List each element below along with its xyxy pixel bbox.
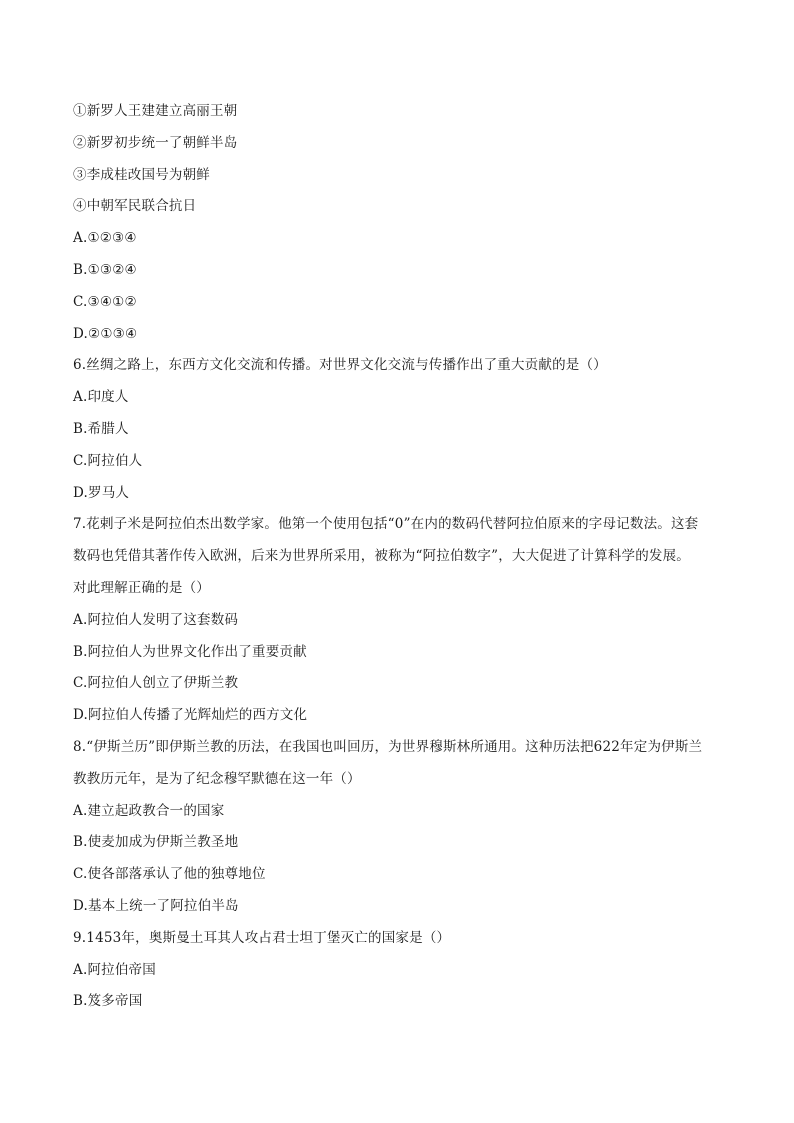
document-page (73, 96, 723, 1018)
statement-3: ③李成桂改国号为朝鲜 (73, 166, 210, 183)
question-7-line-1: 7.花剌子米是阿拉伯杰出数学家。他第一个使用包括“0”在内的数码代替阿拉伯原来的字母记数法。这套 (73, 516, 699, 533)
question-8-line-2: 教教历元年，是为了纪念穆罕默德在这一年（） (73, 770, 361, 787)
q6-option-b: B.希腊人 (73, 420, 129, 437)
option-a: A.①②③④ (73, 230, 137, 247)
question-7-line-3: 对此理解正确的是（） (73, 579, 210, 596)
question-9: 9.1453年，奥斯曼土耳其人攻占君士坦丁堡灭亡的国家是（） (73, 929, 451, 946)
q9-option-b: B.笈多帝国 (73, 993, 143, 1010)
q6-option-c: C.阿拉伯人 (73, 452, 143, 469)
q7-option-d: D.阿拉伯人传播了光辉灿烂的西方文化 (73, 707, 308, 724)
option-d: D.②①③④ (73, 325, 138, 342)
q6-option-a: A.印度人 (73, 389, 129, 406)
q7-option-c: C.阿拉伯人创立了伊斯兰教 (73, 675, 239, 692)
q6-option-d: D.罗马人 (73, 484, 130, 501)
q9-option-a: A.阿拉伯帝国 (73, 961, 156, 978)
q7-option-a: A.阿拉伯人发明了这套数码 (73, 611, 239, 628)
statement-2: ②新罗初步统一了朝鲜半岛 (73, 134, 238, 151)
statement-4: ④中朝军民联合抗日 (73, 198, 197, 215)
q8-option-a: A.建立起政教合一的国家 (73, 802, 225, 819)
q8-option-b: B.使麦加成为伊斯兰教圣地 (73, 834, 239, 851)
option-c: C.③④①② (73, 293, 137, 310)
q8-option-d: D.基本上统一了阿拉伯半岛 (73, 897, 239, 914)
q8-option-c: C.使各部落承认了他的独尊地位 (73, 866, 266, 883)
question-7-line-2: 数码也凭借其著作传入欧洲，后来为世界所采用，被称为“阿拉伯数字”，大大促进了计算科学的发展。 (73, 548, 691, 565)
question-8-line-1: 8.“伊斯兰历”即伊斯兰教的历法，在我国也叫回历，为世界穆斯林所通用。这种历法把622年定为伊斯兰 (73, 738, 703, 755)
statement-1: ①新罗人王建建立高丽王朝 (73, 103, 238, 119)
question-6: 6.丝绸之路上，东西方文化交流和传播。对世界文化交流与传播作出了重大贡献的是（） (73, 357, 607, 374)
option-b: B.①③②④ (73, 261, 137, 278)
q7-option-b: B.阿拉伯人为世界文化作出了重要贡献 (73, 643, 307, 660)
